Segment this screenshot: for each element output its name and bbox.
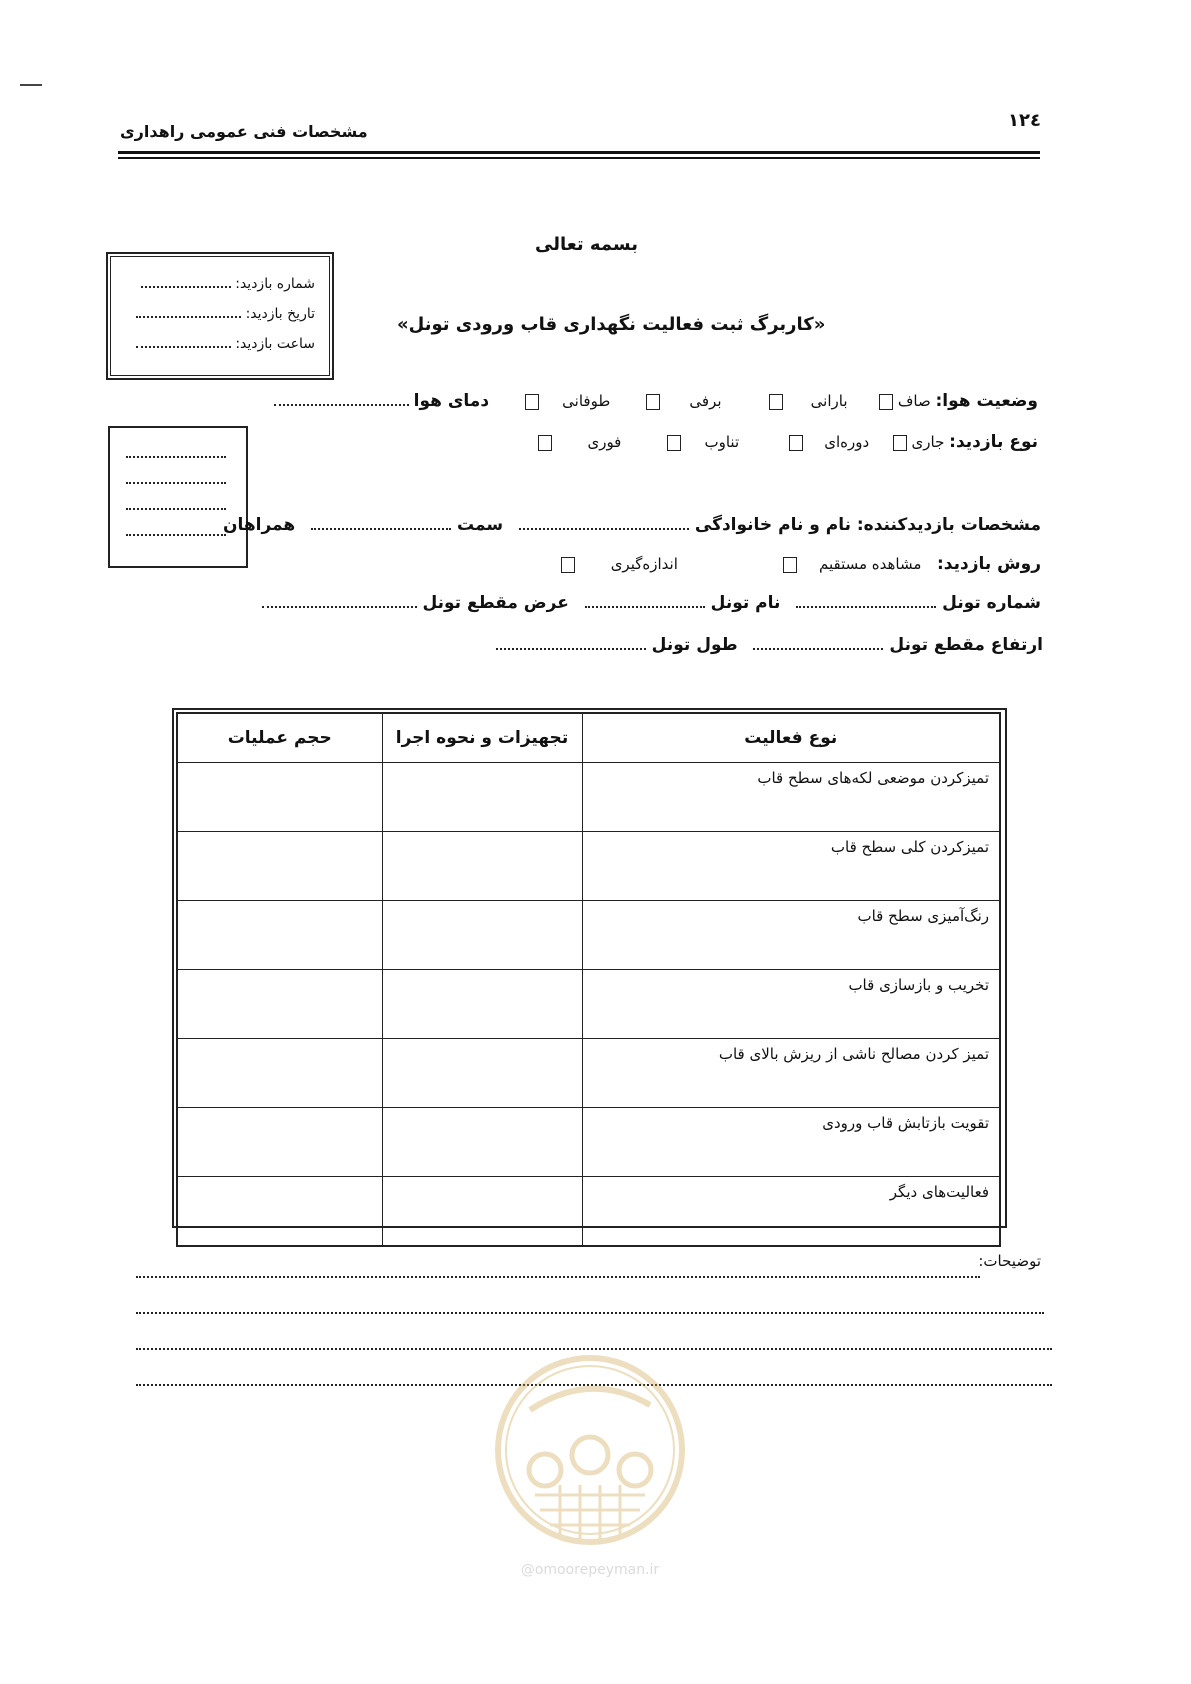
- temperature-label: دمای هوا: [413, 391, 490, 411]
- visitor-row: [223, 514, 1041, 535]
- visit-time-field[interactable]: [136, 332, 231, 348]
- table-row: [177, 1039, 1000, 1108]
- notes-label: توضیحات:: [978, 1252, 1041, 1270]
- weather-option-snowy: برفی: [689, 392, 722, 410]
- table-row: [177, 1108, 1000, 1177]
- equipment-cell[interactable]: [382, 901, 582, 970]
- weather-option-rainy: بارانی: [810, 392, 848, 410]
- tunnel-row-2: [496, 634, 1043, 655]
- weather-option-clear: صاف: [897, 392, 931, 410]
- basmala: بسمه تعالی: [535, 234, 638, 255]
- tunnel-name-field[interactable]: [585, 592, 705, 608]
- visit-type-urgent: فوری: [587, 433, 622, 451]
- visit-type-periodic-checkbox[interactable]: [789, 435, 803, 451]
- visit-time-row: [136, 332, 315, 352]
- method-label: روش بازدید:: [936, 554, 1041, 574]
- visit-type-label: نوع بازدید:: [949, 432, 1038, 452]
- volume-cell[interactable]: [177, 763, 382, 832]
- tunnel-row-1: [262, 592, 1041, 613]
- visit-number-row: [141, 272, 315, 292]
- volume-cell[interactable]: [177, 970, 382, 1039]
- volume-cell[interactable]: [177, 832, 382, 901]
- equipment-cell[interactable]: [382, 1039, 582, 1108]
- visitor-position-label: سمت: [456, 515, 504, 535]
- equipment-cell[interactable]: [382, 832, 582, 901]
- activity-cell: تمیزکردن کلی سطح قاب: [582, 832, 1000, 901]
- header-volume: حجم عملیات: [177, 713, 382, 763]
- form-title: «کاربرگ ثبت فعالیت نگهداری قاب ورودی تونل»: [397, 314, 826, 335]
- tunnel-name-label: نام تونل: [710, 593, 781, 613]
- equipment-cell[interactable]: [382, 1177, 582, 1247]
- activity-table: [176, 712, 1001, 1247]
- method-measurement: اندازه‌گیری: [610, 555, 678, 573]
- weather-label: وضعیت هوا:: [935, 391, 1038, 411]
- watermark-url: @omoorepeyman.ir: [520, 1562, 660, 1578]
- method-measurement-checkbox[interactable]: [561, 557, 575, 573]
- header-equipment: تجهیزات و نحوه اجرا: [382, 713, 582, 763]
- visit-number-field[interactable]: [141, 272, 231, 288]
- visit-type-current: جاری: [911, 433, 945, 451]
- visit-type-interval: تناوب: [704, 433, 740, 451]
- weather-row: [274, 390, 1038, 411]
- visit-date-row: [136, 302, 315, 322]
- visitor-name-field[interactable]: [519, 514, 689, 530]
- notes-line-1[interactable]: [136, 1262, 980, 1278]
- companion-field-4[interactable]: [126, 520, 226, 536]
- companions-label: همراهان: [222, 515, 296, 535]
- visit-date-field[interactable]: [136, 302, 241, 318]
- weather-snowy-checkbox[interactable]: [646, 394, 660, 410]
- table-row: [177, 1177, 1000, 1247]
- notes-line-3[interactable]: [136, 1334, 1052, 1350]
- table-row: [177, 832, 1000, 901]
- visit-number-label: شماره بازدید:: [235, 276, 315, 292]
- activity-cell: تقویت بازتابش قاب ورودی: [582, 1108, 1000, 1177]
- equipment-cell[interactable]: [382, 763, 582, 832]
- companion-field-1[interactable]: [126, 442, 226, 458]
- tunnel-height-field[interactable]: [753, 634, 883, 650]
- companion-field-3[interactable]: [126, 494, 226, 510]
- weather-clear-checkbox[interactable]: [879, 394, 893, 410]
- activity-cell: فعالیت‌های دیگر: [582, 1177, 1000, 1247]
- table-row: [177, 901, 1000, 970]
- visit-type-periodic: دوره‌ای: [824, 433, 870, 451]
- method-direct-checkbox[interactable]: [783, 557, 797, 573]
- activity-cell: رنگ‌آمیزی سطح قاب: [582, 901, 1000, 970]
- tunnel-length-label: طول تونل: [651, 635, 738, 655]
- activity-cell: تمیز کردن مصالح ناشی از ریزش بالای قاب: [582, 1039, 1000, 1108]
- method-direct: مشاهده مستقیم: [818, 555, 922, 573]
- tunnel-number-field[interactable]: [796, 592, 936, 608]
- page-number: ۱۲٤: [1008, 110, 1041, 131]
- visit-date-label: تاریخ بازدید:: [245, 306, 315, 322]
- companion-field-2[interactable]: [126, 468, 226, 484]
- tunnel-width-label: عرض مقطع تونل: [422, 593, 569, 613]
- visit-time-label: ساعت بازدید:: [235, 336, 315, 352]
- equipment-cell[interactable]: [382, 1108, 582, 1177]
- weather-option-stormy: طوفانی: [562, 392, 611, 410]
- visit-type-urgent-checkbox[interactable]: [538, 435, 552, 451]
- volume-cell[interactable]: [177, 1177, 382, 1247]
- activity-cell: تمیزکردن موضعی لکه‌های سطح قاب: [582, 763, 1000, 832]
- watermark-seal-icon: [490, 1350, 690, 1550]
- tunnel-height-label: ارتفاع مقطع تونل: [889, 635, 1043, 655]
- notes-line-2[interactable]: [136, 1298, 1044, 1314]
- weather-stormy-checkbox[interactable]: [525, 394, 539, 410]
- volume-cell[interactable]: [177, 901, 382, 970]
- header-rule: [118, 151, 1040, 154]
- visitor-position-field[interactable]: [311, 514, 451, 530]
- header-activity-type: نوع فعالیت: [582, 713, 1000, 763]
- watermark-logo: [490, 1350, 690, 1580]
- volume-cell[interactable]: [177, 1108, 382, 1177]
- margin-mark: [20, 84, 42, 86]
- table-row: [177, 970, 1000, 1039]
- table-row: [177, 763, 1000, 832]
- running-title: مشخصات فنی عمومی راهداری: [120, 122, 368, 141]
- volume-cell[interactable]: [177, 1039, 382, 1108]
- tunnel-length-field[interactable]: [496, 634, 646, 650]
- tunnel-width-field[interactable]: [262, 592, 417, 608]
- visit-type-current-checkbox[interactable]: [893, 435, 907, 451]
- weather-rainy-checkbox[interactable]: [769, 394, 783, 410]
- activity-cell: تخریب و بازسازی قاب: [582, 970, 1000, 1039]
- visit-type-interval-checkbox[interactable]: [667, 435, 681, 451]
- header-rule-thin: [118, 157, 1040, 159]
- equipment-cell[interactable]: [382, 970, 582, 1039]
- visit-type-row: [538, 432, 1038, 452]
- table-header-row: [177, 713, 1000, 763]
- tunnel-number-label: شماره تونل: [942, 593, 1041, 613]
- visitor-name-label: مشخصات بازدیدکننده: نام و نام خانوادگی: [694, 515, 1041, 535]
- method-row: [561, 554, 1041, 574]
- temperature-field[interactable]: [274, 390, 409, 406]
